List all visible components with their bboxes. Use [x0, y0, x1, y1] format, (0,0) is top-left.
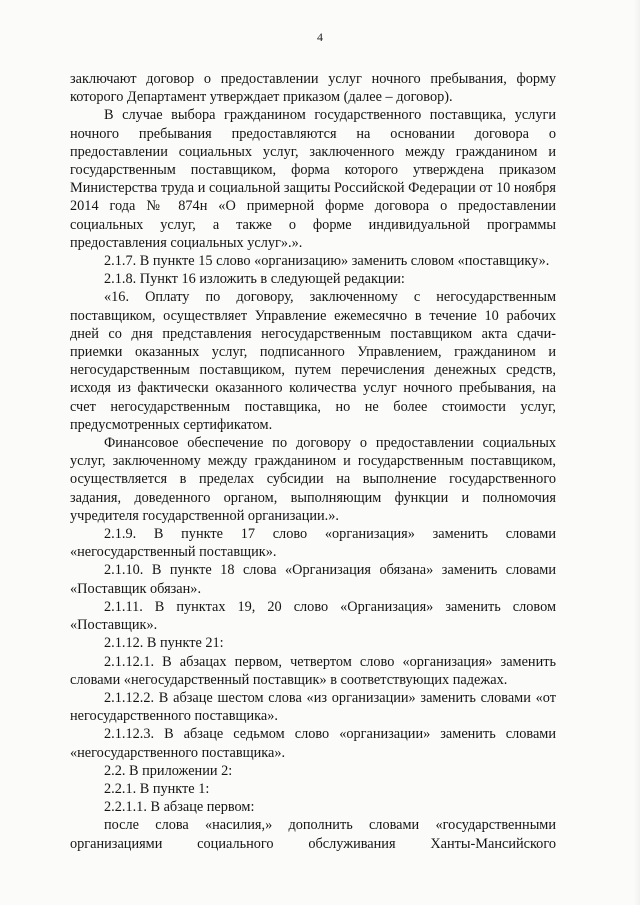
paragraph-2-1-12-1: 2.1.12.1. В абзацах первом, четвертом слово «организация» заменить словами «негосударственный поставщик» в соответствующих падежах. [70, 653, 556, 688]
paragraph-2-1-12-3: 2.1.12.3. В абзаце седьмом слово «организации» заменить словами «негосударственного поставщика». [70, 726, 556, 761]
paragraph-2-1-10: 2.1.10. В пункте 18 слова «Организация обязана» заменить словами «Поставщик обязан». [70, 562, 556, 597]
paragraph-financing: Финансовое обеспечение по договору о предоставлении социальных услуг, заключенному между гражданином и государственным поставщиком, осуществляется в пределах субсидии на выполнение государственного задания, доведенного органом, выполняющим функции и полномочия учредителя государственной организации.». [70, 435, 556, 524]
paragraph-2-1-12-2: 2.1.12.2. В абзаце шестом слова «из организации» заменить словами «от негосударственного поставщика». [70, 689, 556, 725]
paragraph-item-16: «16. Оплату по договору, заключенному с негосударственным поставщиком, осуществляет Управление ежемесячно в течение 10 рабочих дней со дня представления негосударственным поставщиком акта сдачи-приемки оказанных услуг, подписанного Управлением, гражданином и негосударственным поставщиком, путем перечисления денежных средств, исходя из фактически оказанного количества услуг ночного пребывания, на счет негосударственным поставщика, но не более стоимости услуг, предусмотренных сертификатом. [70, 289, 556, 433]
paragraph-2-2: 2.2. В приложении 2: [104, 762, 233, 779]
document-body [70, 70, 556, 853]
paragraph-contract-form: заключают договор о предоставлении услуг ночного пребывания, форму которого Департамент утверждает приказом (далее – договор). [70, 71, 556, 106]
paragraph-2-1-12: 2.1.12. В пункте 21: [104, 635, 224, 652]
paragraph-2-1-7: 2.1.7. В пункте 15 слово «организацию» заменить словом «поставщику». [104, 253, 550, 270]
paragraph-2-1-11: 2.1.11. В пунктах 19, 20 слово «Организация» заменить словом «Поставщик». [70, 598, 556, 634]
paragraph-state-provider: В случае выбора гражданином государственного поставщика, услуги ночного пребывания предоставляются на основании договора о предоставлении социальных услуг, заключенного между гражданином и государственным поставщиком, форма которого утверждена приказом Министерства труда и социальной защиты Российской Федерации от 10 ноября 2014 года № 874н «О примерной форме договора о предоставлении социальных услуг, а также о форме индивидуальной программы предоставления социальных услуг».». [70, 107, 556, 251]
scan-edge-shadow [634, 0, 640, 905]
paragraph-2-1-9: 2.1.9. В пункте 17 слово «организация» заменить словами «негосударственный поставщик». [70, 526, 556, 561]
paragraph-addition: после слова «насилия,» дополнить словами «государственными организациями социального обслуживания Ханты-Мансийского [70, 817, 556, 852]
page-number: 4 [317, 30, 323, 44]
paragraph-2-2-1-1: 2.2.1.1. В абзаце первом: [104, 799, 255, 816]
paragraph-2-2-1: 2.2.1. В пункте 1: [104, 780, 210, 797]
paragraph-2-1-8: 2.1.8. Пункт 16 изложить в следующей редакции: [104, 271, 405, 288]
